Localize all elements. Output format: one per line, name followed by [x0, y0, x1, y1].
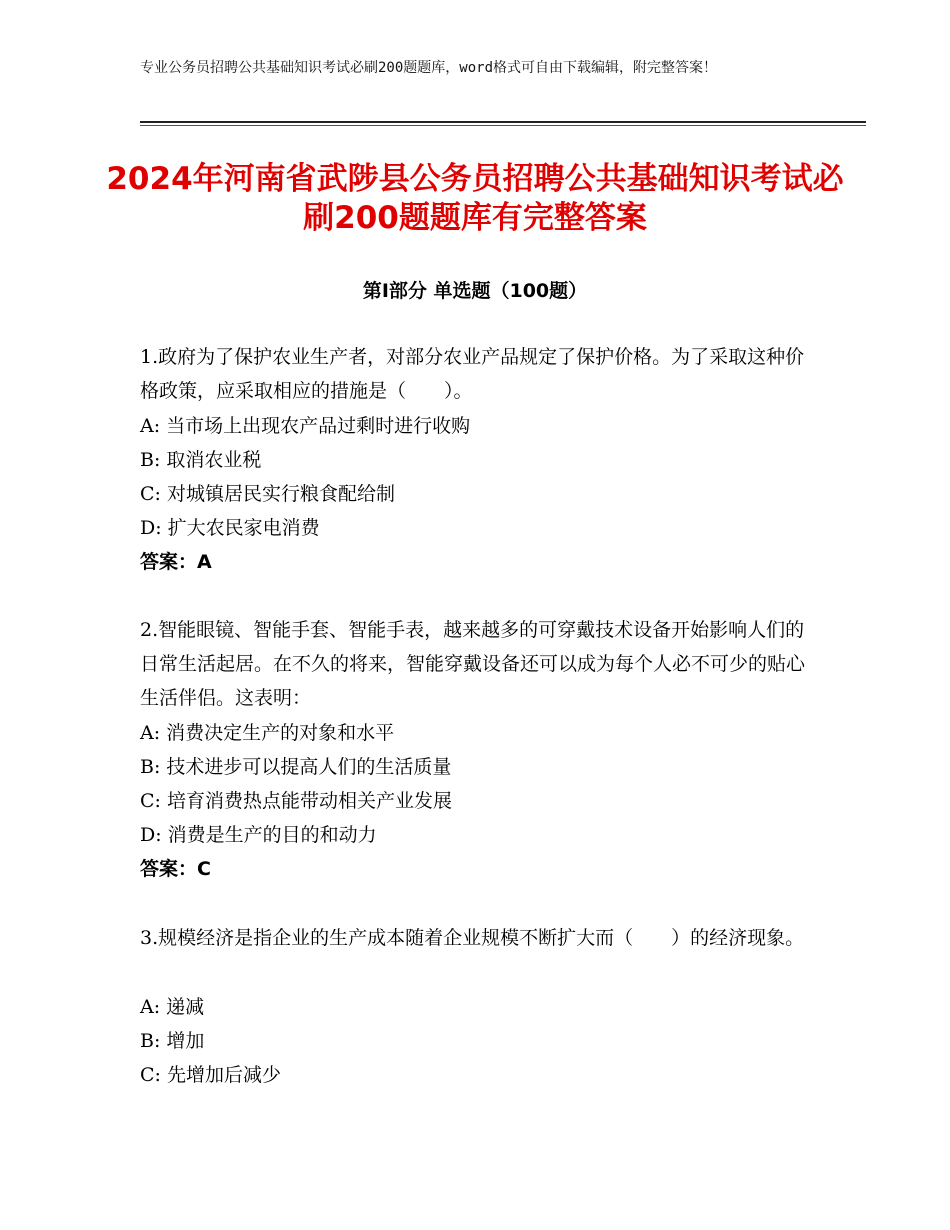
question-2-option-a: A: 消费决定生产的对象和水平 [140, 722, 395, 744]
question-2-option-c: C: 培育消费热点能带动相关产业发展 [140, 790, 452, 812]
question-1-option-d: D: 扩大农民家电消费 [140, 517, 320, 539]
question-2-option-d: D: 消费是生产的目的和动力 [140, 824, 377, 846]
question-1-option-a: A: 当市场上出现农产品过剩时进行收购 [140, 415, 471, 437]
question-3-option-b: B: 增加 [140, 1030, 205, 1052]
question-1-option-c: C: 对城镇居民实行粮食配给制 [140, 483, 395, 505]
header-divider-thin [140, 125, 866, 126]
question-3-option-a: A: 递减 [140, 996, 205, 1018]
section-title: 第Ⅰ部分 单选题（100题） [362, 280, 588, 302]
question-2-option-b: B: 技术进步可以提高人们的生活质量 [140, 756, 452, 778]
header-note: 专业公务员招聘公共基础知识考试必刷200题题库，word格式可自由下载编辑，附完整答案！ [140, 60, 717, 76]
header-divider [140, 121, 866, 123]
document-title: 2024年河南省武陟县公务员招聘公共基础知识考试必刷200题题库有完整答案 [106, 161, 844, 236]
question-3-stem: 3.规模经济是指企业的生产成本随着企业规模不断扩大而（ ）的经济现象。 [140, 927, 805, 949]
question-2-answer: 答案：C [140, 858, 211, 880]
question-3-option-c: C: 先增加后减少 [140, 1064, 281, 1086]
question-2-stem: 2.智能眼镜、智能手套、智能手表，越来越多的可穿戴技术设备开始影响人们的日常生活起居。在不久的将来，智能穿戴设备还可以成为每个人必不可少的贴心生活伴侣。这表明： [140, 619, 806, 709]
question-1-answer: 答案：A [140, 551, 212, 573]
question-1-option-b: B: 取消农业税 [140, 449, 262, 471]
question-1-stem: 1.政府为了保护农业生产者，对部分农业产品规定了保护价格。为了采取这种价格政策，应采取相应的措施是（ ）。 [140, 346, 805, 402]
